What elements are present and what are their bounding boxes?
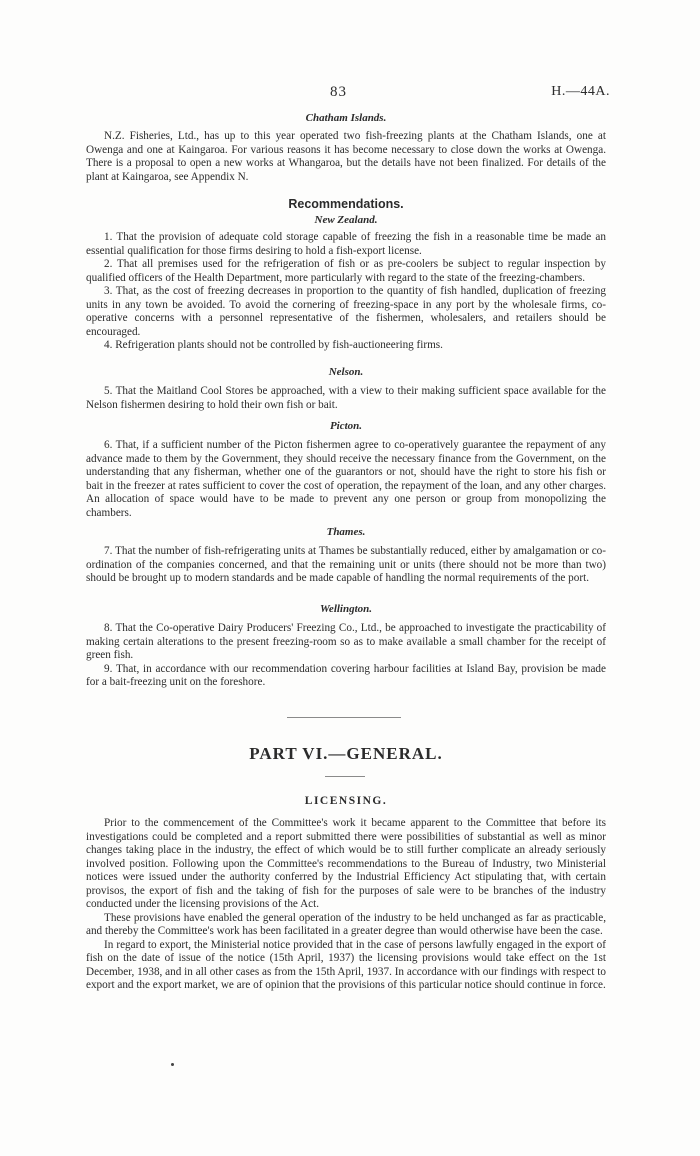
recommendation-8: 8. That the Co-operative Dairy Producers' Freezing Co., Ltd., be approached to investigate the practicability of making certain alterations to the present freezing-room so as to make available a small chamber for the receipt of green fish. xyxy=(86,622,606,661)
recommendation-1: 1. That the provision of adequate cold storage capable of freezing the fish in a reasonable time be made an essential qualification for those firms desiring to hold a fish-export license. xyxy=(86,231,606,257)
ink-speck xyxy=(171,1063,174,1066)
licensing-section xyxy=(86,795,606,993)
heading-wellington: Wellington. xyxy=(319,603,373,615)
chatham-heading: Chatham Islands. xyxy=(305,112,387,124)
section-divider xyxy=(287,717,401,718)
picton-section xyxy=(86,420,606,520)
recommendation-5: 5. That the Maitland Cool Stores be approached, with a view to their making sufficient space available for the Nelson fishermen desiring to hold their own fish or bait. xyxy=(86,385,606,411)
recommendations-section xyxy=(86,197,606,353)
chatham-paragraph: N.Z. Fisheries, Ltd., has up to this year operated two fish-freezing plants at the Chatham Islands, one at Owenga and one at Kaingaroa. For various reasons it has become necessary to close down the works at Owenga. There is a proposal to open a new works at Whangaroa, but the details have not been finalized. For details of the plant at Kaingaroa, see Appendix N. xyxy=(86,130,606,183)
licensing-heading: LICENSING. xyxy=(304,795,388,807)
part-divider xyxy=(325,776,365,777)
recommendation-6: 6. That, if a sufficient number of the Picton fishermen agree to co-operatively guarantee the repayment of any advance made to them by the Government, they should receive the necessary finance from the Government, on the understanding that any fisherman, whether one of the guarantors or not, should have the right to store his fish or bait in the freezer at rates sufficient to cover the cost of operation, the repayment of the loan, and any other charges. An allocation of space would have to be made to prevent any one person or group from monopolizing the chambers. xyxy=(86,439,606,519)
recommendation-3: 3. That, as the cost of freezing decreases in proportion to the quantity of fish handled, duplication of freezing units in any town be avoided. To avoid the cornering of freezing-space in any port by the wholesale firms, co-operative concerns with a personnel representative of the fishermen, wholesalers, and retailers should be encouraged. xyxy=(86,285,606,338)
thames-section xyxy=(86,526,606,586)
recommendation-4: 4. Refrigeration plants should not be controlled by fish-auctioneering firms. xyxy=(104,339,443,351)
wellington-section xyxy=(86,603,606,690)
heading-picton: Picton. xyxy=(329,420,363,432)
licensing-paragraph-1: Prior to the commencement of the Committee's work it became apparent to the Committee that before its investigations could be completed and a report submitted there were possibilities of substantial as well as minor changes taking place in the industry, the effect of which would be to still further complicate an already seriously involved position. Following upon the Committee's recommendations to the Bureau of Industry, two Ministerial notices were issued under the authority conferred by the Industrial Efficiency Act stipulating that, with certain provisos, the export of fish and the taking of fish for the purposes of sale were to be branches of the industry conducted under the licensing provisions of the Act. xyxy=(86,817,606,910)
recommendation-7: 7. That the number of fish-refrigerating units at Thames be substantially reduced, either by amalgamation or co-ordination of the companies concerned, and that the remaining unit or units (there should not be more than two) should be brought up to modern standards and be made capable of handling the normal requirements of the port. xyxy=(86,545,606,584)
recommendation-9: 9. That, in accordance with our recommendation covering harbour facilities at Island Bay, provision be made for a bait-freezing unit on the foreshore. xyxy=(86,662,606,688)
recommendation-2: 2. That all premises used for the refrigeration of fish or as pre-coolers be subject to regular inspection by qualified officers of the Health Department, more particularly with regard to the state of the freezing-chambers. xyxy=(86,258,606,284)
chatham-section xyxy=(86,112,606,184)
document-reference: H.—44A. xyxy=(551,84,610,99)
heading-nelson: Nelson. xyxy=(328,366,364,378)
licensing-paragraph-2: These provisions have enabled the general operation of the industry to be held unchanged as far as practicable, and thereby the Committee's work has been facilitated in a greater degree than would otherwise have been the case. xyxy=(86,911,606,937)
recommendations-heading: Recommendations. xyxy=(288,197,404,211)
licensing-paragraph-3: In regard to export, the Ministerial notice provided that in the case of persons lawfully engaged in the export of fish on the date of issue of the notice (15th April, 1937) the licensing provisions would take effect on the 1st December, 1938, and in all other cases as from the 15th April, 1937. In accordance with our findings with respect to export and the export market, we are of opinion that the provisions of this particular notice should continue in force. xyxy=(86,938,606,991)
heading-thames: Thames. xyxy=(326,526,366,538)
page-number: 83 xyxy=(330,84,347,100)
nelson-section xyxy=(86,366,606,412)
page-header xyxy=(0,84,700,104)
part-title: PART VI.—GENERAL. xyxy=(249,744,443,763)
part-six-section xyxy=(86,744,606,764)
heading-new-zealand: New Zealand. xyxy=(314,214,378,226)
